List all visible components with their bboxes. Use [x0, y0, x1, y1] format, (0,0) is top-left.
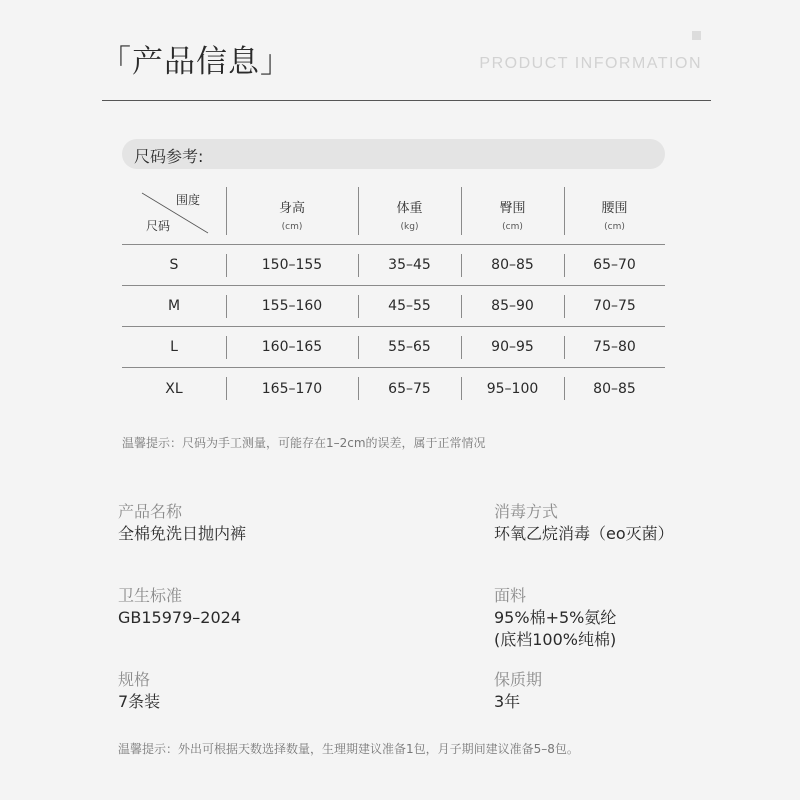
table-header-row — [122, 185, 665, 245]
weight-cell: 45–55 — [388, 298, 431, 314]
weight-cell: 35–45 — [388, 257, 431, 273]
size-cell: L — [170, 339, 178, 355]
header-waist-unit: (cm) — [604, 222, 625, 232]
header-height-label: 身高 — [278, 201, 305, 216]
waist-cell: 75–80 — [593, 339, 636, 355]
fabric-label: 面料 — [494, 586, 527, 605]
hygiene-standard-value: GB15979–2024 — [118, 608, 241, 627]
height-cell: 150–155 — [261, 257, 323, 273]
size-measurement-note: 温馨提示：尺码为手工测量，可能存在1–2cm的误差，属于正常情况 — [122, 436, 486, 450]
page-subtitle: PRODUCT INFORMATION — [479, 55, 702, 72]
header-dimension-label: 围度 — [176, 193, 201, 207]
hip-cell: 85–90 — [491, 298, 534, 314]
spec-label: 规格 — [118, 670, 151, 689]
page-title: 「产品信息」 — [100, 44, 292, 80]
corner-decoration — [692, 31, 701, 40]
size-reference-banner — [122, 139, 665, 169]
header-hip — [461, 185, 564, 244]
diagonal-line — [122, 185, 226, 245]
header-corner-cell — [122, 185, 226, 244]
hygiene-standard-label: 卫生标准 — [118, 586, 183, 605]
header-waist — [564, 185, 665, 244]
waist-cell: 80–85 — [593, 380, 636, 397]
header-size-label: 尺码 — [146, 219, 171, 233]
table-row — [122, 368, 665, 409]
disinfection-label: 消毒方式 — [494, 502, 559, 521]
table-row — [122, 327, 665, 368]
weight-cell: 65–75 — [388, 380, 431, 397]
header-height — [226, 185, 358, 244]
header-divider — [102, 100, 711, 101]
hip-cell: 90–95 — [491, 339, 534, 355]
fabric-value-line1: 95%棉+5%氨纶 — [494, 608, 617, 627]
hip-cell: 80–85 — [491, 257, 534, 273]
header-weight-unit: (kg) — [400, 222, 419, 232]
header-hip-label: 臀围 — [499, 201, 526, 216]
disinfection-value: 环氧乙烷消毒（eo灭菌） — [494, 524, 674, 543]
height-cell: 155–160 — [261, 298, 323, 314]
hip-cell: 95–100 — [486, 380, 539, 397]
size-cell: M — [167, 298, 181, 314]
header-hip-unit: (cm) — [502, 222, 523, 232]
product-name-value: 全棉免洗日抛内裤 — [118, 524, 247, 543]
shelf-life-value: 3年 — [494, 692, 521, 711]
header-weight — [358, 185, 461, 244]
size-cell: S — [169, 257, 179, 273]
header-weight-label: 体重 — [396, 201, 423, 216]
table-row — [122, 286, 665, 327]
weight-cell: 55–65 — [388, 339, 431, 355]
size-table — [122, 185, 665, 409]
table-row — [122, 245, 665, 286]
spec-value: 7条装 — [118, 692, 161, 711]
header-height-unit: (cm) — [281, 222, 303, 232]
height-cell: 165–170 — [261, 380, 323, 397]
product-name-label: 产品名称 — [118, 502, 183, 521]
fabric-value-line2: (底档100%纯棉) — [494, 630, 617, 649]
waist-cell: 65–70 — [593, 257, 636, 273]
shelf-life-label: 保质期 — [494, 670, 543, 689]
header-waist-label: 腰围 — [601, 201, 628, 216]
quantity-advice-note: 温馨提示：外出可根据天数选择数量，生理期建议准备1包，月子期间建议准备5–8包。 — [118, 742, 579, 756]
size-cell: XL — [165, 380, 183, 397]
waist-cell: 70–75 — [593, 298, 636, 314]
height-cell: 160–165 — [261, 339, 323, 355]
size-reference-label: 尺码参考: — [134, 147, 204, 166]
